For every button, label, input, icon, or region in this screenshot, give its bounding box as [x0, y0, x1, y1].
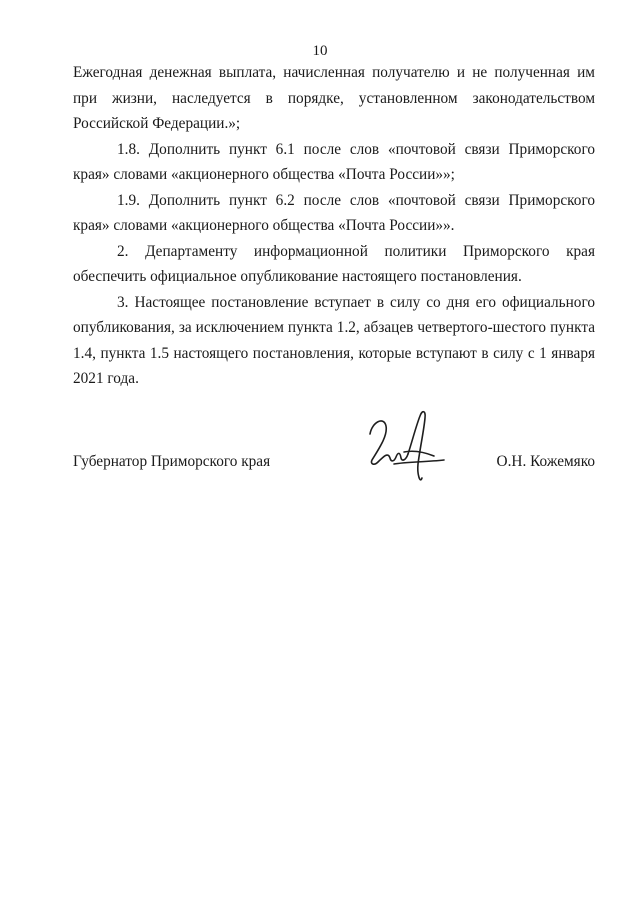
- page-number: 10: [312, 43, 328, 59]
- paragraph-item-2: 2. Департаменту информационной политики Приморского края обеспечить официальное опубликование настоящего постановления.: [73, 242, 595, 285]
- paragraph-continuation: Ежегодная денежная выплата, начисленная получателю и не полученная им при жизни, наследуется в порядке, установленном законодательством Российской Федерации.»;: [73, 64, 595, 132]
- paragraph-item-1-8: 1.8. Дополнить пункт 6.1 после слов «почтовой связи Приморского края» словами «акционерного общества «Почта России»»;: [73, 140, 595, 183]
- signatory-name: О.Н. Кожемяко: [496, 453, 595, 470]
- paragraph-item-1-9: 1.9. Дополнить пункт 6.2 после слов «почтовой связи Приморского края» словами «акционерного общества «Почта России»».: [73, 191, 595, 234]
- signatory-position: Губернатор Приморского края: [73, 453, 271, 470]
- signature-icon: [364, 402, 448, 486]
- signature-block: [73, 452, 595, 472]
- document-body: [73, 60, 595, 392]
- paragraph-item-3: 3. Настоящее постановление вступает в силу со дня его официального опубликования, за исключением пункта 1.2, абзацев четвертого-шестого пункта 1.4, пункта 1.5 настоящего постановления, которые вступают в силу с 1 января 2021 года.: [73, 293, 595, 387]
